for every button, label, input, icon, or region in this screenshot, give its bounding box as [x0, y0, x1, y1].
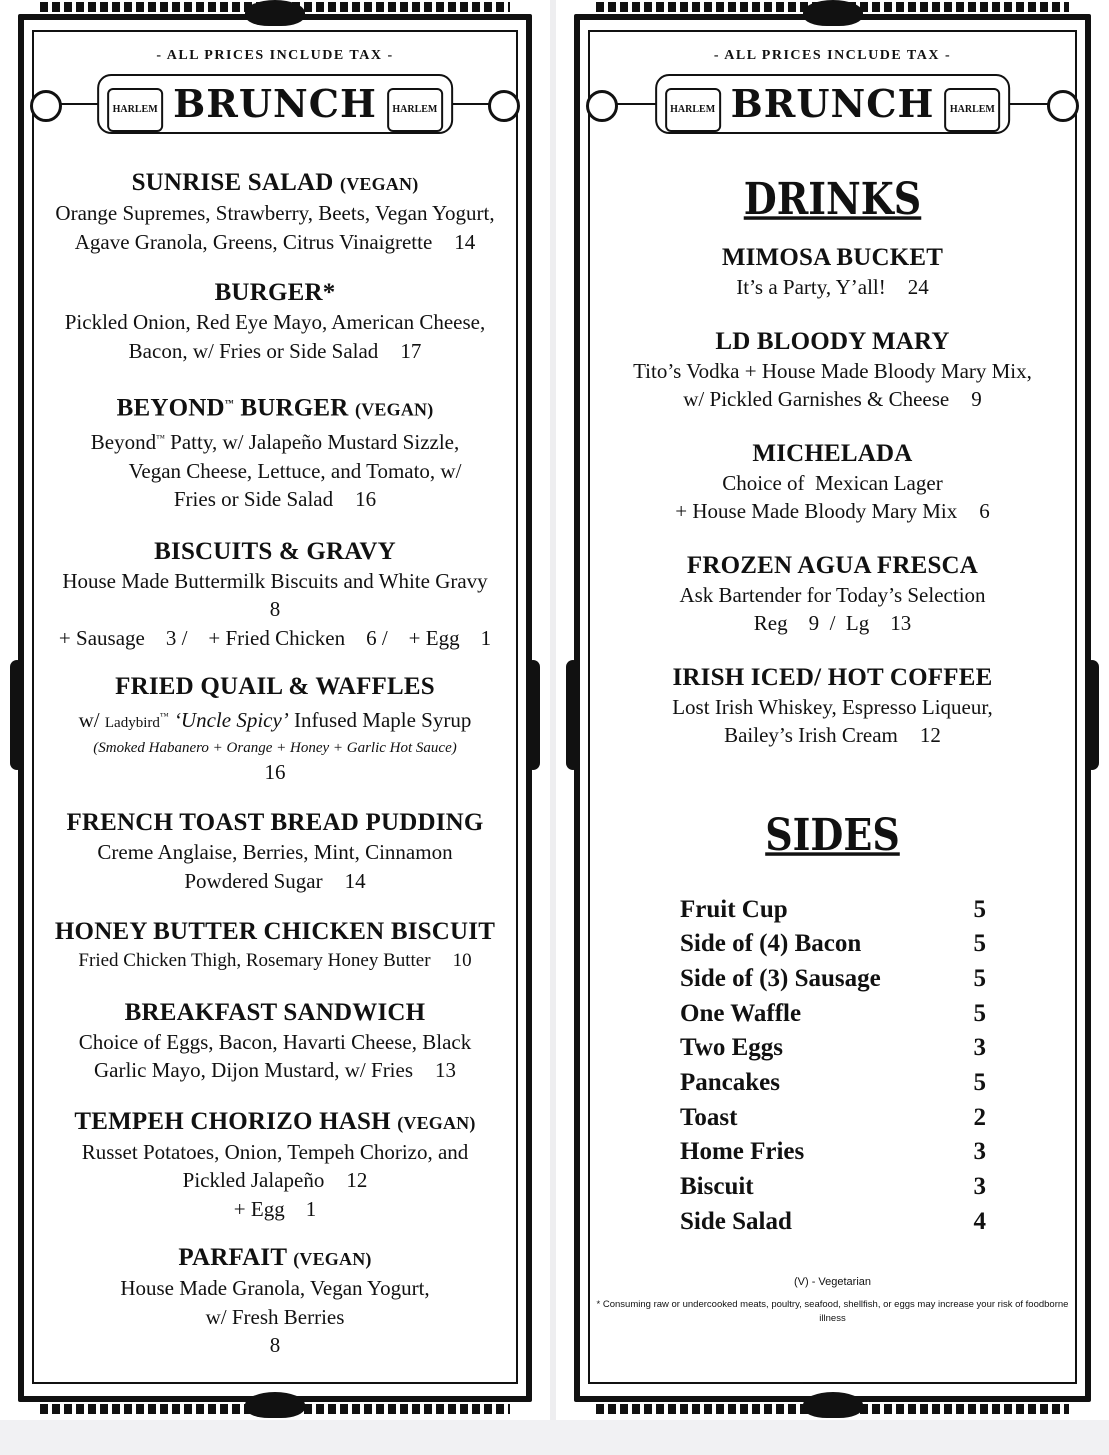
item-name: FROZEN AGUA FRESCA [686, 551, 979, 579]
side-name: Pancakes [680, 1069, 780, 1097]
item-addon: + Egg 1 [233, 1196, 317, 1221]
drink-michelada [596, 439, 1069, 526]
item-price: 8 [269, 597, 281, 622]
side-item [680, 1066, 986, 1101]
item-name: MICHELADA [752, 439, 913, 467]
side-name: Home Fries [680, 1138, 805, 1166]
item-desc: Ask Bartender for Today’s Selection [679, 582, 986, 607]
side-price: 2 [973, 1103, 986, 1131]
item-name: IRISH ICED/ HOT COFFEE [672, 663, 993, 691]
item-name: BURGER [233, 394, 349, 422]
frame-ornament-bottom [245, 1392, 305, 1418]
item-desc: w/ Pickled Garnishes & Cheese [683, 387, 950, 411]
item-desc: Powdered Sugar [184, 868, 323, 893]
banner-box [97, 74, 453, 134]
menu-item-tempeh-hash [40, 1107, 510, 1224]
item-price: Reg 9 / Lg 13 [753, 611, 912, 635]
item-price: 16 [264, 759, 286, 784]
side-name: Side of (4) Bacon [680, 930, 862, 958]
item-desc: Fried Chicken Thigh, Rosemary Honey Butter [78, 950, 431, 972]
side-price: 5 [973, 964, 986, 992]
menu-item-burger [40, 278, 510, 365]
side-item [680, 962, 986, 997]
item-desc: w/ Fresh Berries [205, 1304, 345, 1329]
item-price: 13 [435, 1058, 457, 1083]
trademark: ™ [156, 433, 165, 444]
brand-name: Ladybird [104, 715, 160, 732]
brunch-banner [40, 68, 510, 138]
item-desc: Choice of Mexican Lager [722, 470, 943, 495]
item-price: 12 [346, 1168, 368, 1193]
side-item [680, 1135, 986, 1170]
side-name: Fruit Cup [680, 895, 788, 923]
item-name: MIMOSA BUCKET [721, 244, 944, 271]
item-tag: (VEGAN) [355, 399, 434, 420]
page-title: BRUNCH [173, 81, 377, 126]
item-name: FRENCH TOAST BREAD PUDDING [66, 809, 484, 837]
side-price: 3 [973, 1138, 986, 1166]
drink-ld-bloody-mary [596, 327, 1069, 414]
vegetarian-note: (V) - Vegetarian [793, 1275, 872, 1288]
item-price: 14 [454, 229, 476, 254]
side-name: Side of (3) Sausage [680, 964, 881, 992]
side-item [680, 927, 986, 962]
menu-item-biscuits-gravy [40, 537, 510, 653]
item-desc: Agave Granola, Greens, Citrus Vinaigrette [74, 229, 433, 254]
item-desc: + House Made Bloody Mary Mix [675, 499, 958, 523]
side-name: Toast [680, 1103, 738, 1131]
item-price: 14 [344, 868, 366, 893]
side-price: 5 [973, 895, 986, 923]
frame-ornament-right [526, 660, 540, 770]
sides-heading: SIDES [765, 808, 900, 860]
item-name: BURGER* [214, 279, 336, 306]
side-item [680, 997, 986, 1032]
left-content [40, 48, 510, 1360]
item-desc: Vegan Cheese, Lettuce, and Tomato, w/ [128, 458, 462, 483]
frame-ornament-left [566, 660, 580, 770]
menu-item-sunrise-salad [40, 168, 510, 256]
item-price: 9 [971, 387, 982, 411]
menu-item-parfait [40, 1243, 510, 1360]
item-name: BREAKFAST SANDWICH [124, 998, 426, 1026]
drink-irish-coffee [596, 663, 1069, 750]
swirl-ornament-icon [30, 90, 62, 122]
item-desc: Bacon, w/ Fries or Side Salad [128, 338, 379, 363]
item-desc: Infused Maple Syrup [288, 708, 472, 733]
item-price: 24 [907, 275, 929, 299]
drinks-heading: DRINKS [743, 172, 922, 225]
swirl-ornament-icon [1047, 90, 1079, 122]
item-addons: + Sausage 3 / + Fried Chicken 6 / + Egg 1 [58, 625, 492, 650]
right-content [596, 48, 1069, 1326]
item-price: 12 [919, 723, 941, 747]
side-name: Side Salad [680, 1207, 792, 1235]
harlem-logo-tag: HARLEM [387, 88, 443, 132]
item-tag: (VEGAN) [293, 1249, 372, 1270]
item-desc: House Made Buttermilk Biscuits and White Gravy [62, 568, 488, 593]
item-desc: Beyond [90, 430, 157, 455]
sides-list [680, 893, 986, 1240]
item-desc: Bailey’s Irish Cream [724, 723, 898, 747]
item-name: TEMPEH CHORIZO HASH [74, 1107, 391, 1135]
item-desc: Pickled Jalapeño [182, 1168, 325, 1193]
menu-item-honey-butter-biscuit [40, 917, 510, 976]
brunch-banner [596, 68, 1069, 138]
menu-item-fried-quail [40, 672, 510, 786]
item-name: FRIED QUAIL & WAFFLES [115, 673, 435, 701]
item-desc: Lost Irish Whiskey, Espresso Liqueur, [672, 694, 993, 719]
drink-frozen-agua-fresca [596, 551, 1069, 638]
item-tag: (VEGAN) [340, 174, 419, 194]
menu-page-right [556, 0, 1109, 1420]
drink-mimosa-bucket [596, 243, 1069, 302]
item-desc: House Made Granola, Vegan Yogurt, [120, 1276, 430, 1301]
item-name: LD BLOODY MARY [715, 327, 950, 355]
foodborne-warning: * Consuming raw or undercooked meats, poultry, seafood, shellfish, or eggs may increase your risk of foodborne illness [596, 1298, 1069, 1324]
side-price: 3 [973, 1173, 986, 1201]
item-name: SUNRISE SALAD [131, 169, 334, 196]
side-name: Two Eggs [680, 1034, 784, 1062]
trademark: ™ [224, 398, 234, 408]
item-desc: Garlic Mayo, Dijon Mustard, w/ Fries [93, 1058, 414, 1083]
side-item [680, 893, 986, 928]
tax-note: - ALL PRICES INCLUDE TAX - [713, 48, 952, 63]
item-name: BISCUITS & GRAVY [154, 537, 396, 565]
item-name: HONEY BUTTER CHICKEN BISCUIT [54, 918, 496, 946]
menu-page-left [0, 0, 550, 1420]
side-item [680, 1170, 986, 1205]
menu-item-beyond-burger [40, 388, 510, 514]
item-desc: w/ [78, 708, 105, 733]
harlem-logo-tag: HARLEM [665, 88, 721, 132]
side-name: Biscuit [680, 1173, 754, 1201]
item-price: 16 [355, 487, 377, 512]
harlem-logo-tag: HARLEM [944, 88, 1000, 132]
side-price: 5 [973, 999, 986, 1027]
item-desc: It’s a Party, Y’all! [736, 275, 886, 299]
harlem-logo-tag: HARLEM [107, 88, 163, 132]
frame-ornament-bottom [803, 1392, 863, 1418]
item-name: PARFAIT [178, 1244, 287, 1272]
menu-item-french-toast [40, 808, 510, 895]
frame-ornament-right [1085, 660, 1099, 770]
side-item [680, 1205, 986, 1240]
item-desc: Pickled Onion, Red Eye Mayo, American Cheese, [64, 310, 486, 334]
item-price: 17 [400, 338, 422, 363]
side-item [680, 1031, 986, 1066]
trademark: ™ [159, 711, 169, 722]
item-subnote: (Smoked Habanero + Orange + Honey + Garlic Hot Sauce) [93, 739, 457, 756]
item-desc: Patty, w/ Jalapeño Mustard Sizzle, [164, 430, 460, 455]
item-desc: Tito’s Vodka + House Made Bloody Mary Mix, [633, 358, 1032, 383]
item-name: BEYOND [116, 394, 225, 422]
item-price: 10 [452, 950, 472, 972]
item-desc: Orange Supremes, Strawberry, Beets, Vegan Yogurt, [55, 201, 495, 225]
item-desc: ‘Uncle Spicy’ [168, 708, 289, 733]
item-tag: (VEGAN) [397, 1112, 476, 1133]
banner-box [655, 74, 1011, 134]
frame-ornament-left [10, 660, 24, 770]
item-desc: Russet Potatoes, Onion, Tempeh Chorizo, and [81, 1139, 469, 1164]
side-price: 3 [973, 1034, 986, 1062]
item-price: 8 [269, 1333, 281, 1358]
side-price: 5 [973, 1069, 986, 1097]
menu-item-breakfast-sandwich [40, 998, 510, 1085]
side-price: 4 [973, 1207, 986, 1235]
item-desc: Creme Anglaise, Berries, Mint, Cinnamon [97, 840, 453, 865]
item-price: 6 [979, 499, 990, 523]
item-desc: Choice of Eggs, Bacon, Havarti Cheese, Black [78, 1029, 472, 1054]
side-item [680, 1101, 986, 1136]
item-desc: Fries or Side Salad [173, 487, 334, 512]
page-title: BRUNCH [730, 81, 935, 126]
swirl-ornament-icon [488, 90, 520, 122]
side-price: 5 [973, 930, 986, 958]
tax-note: - ALL PRICES INCLUDE TAX - [156, 48, 394, 63]
side-name: One Waffle [680, 999, 802, 1027]
swirl-ornament-icon [586, 90, 618, 122]
